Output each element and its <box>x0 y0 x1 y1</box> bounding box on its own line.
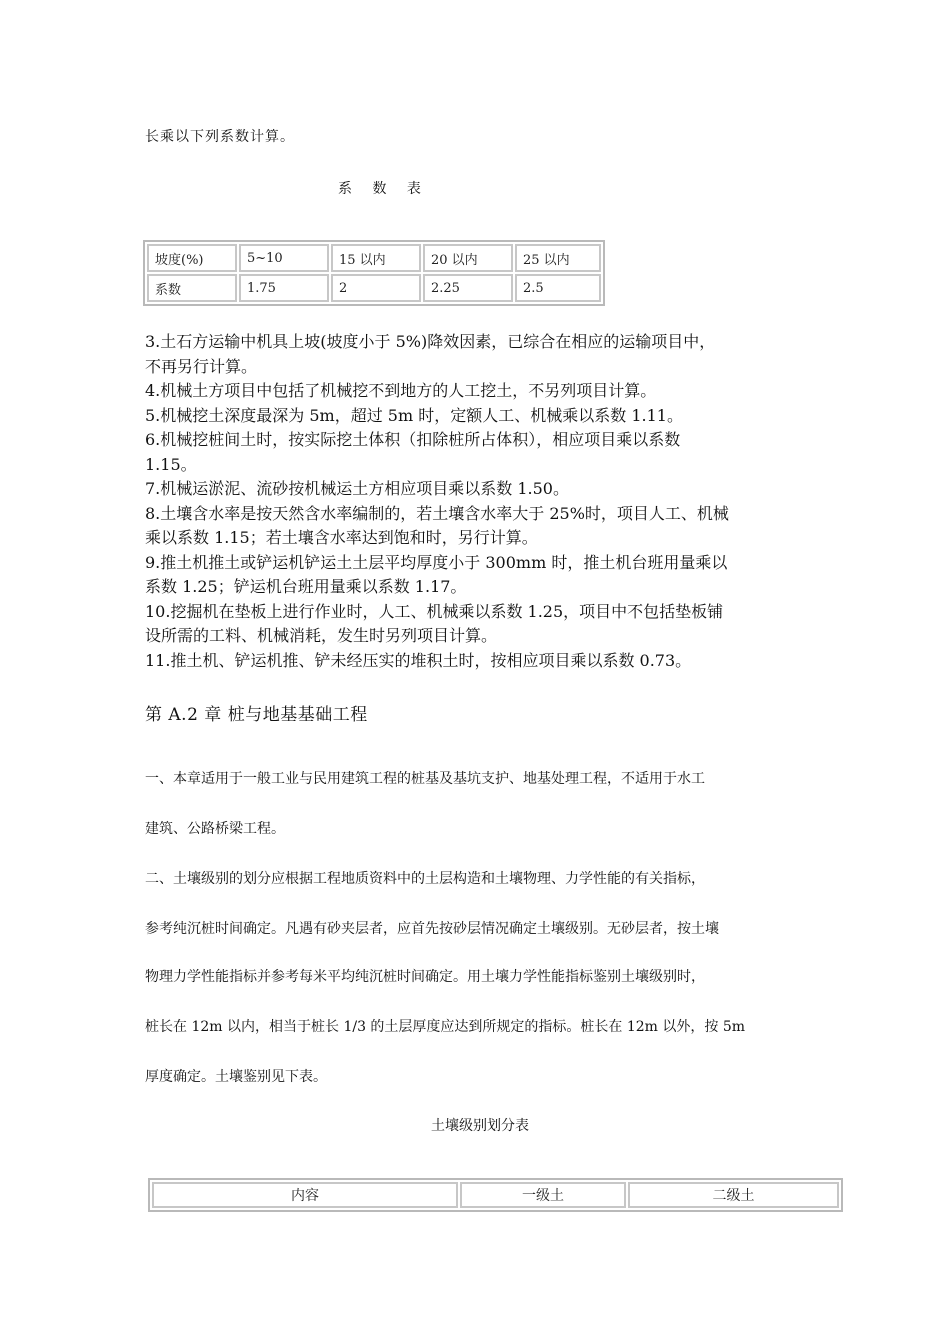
table-cell: 2.5 <box>515 274 601 302</box>
table-row <box>152 1182 839 1208</box>
paragraph-line: 二、土壤级别的划分应根据工程地质资料中的土层构造和土壤物理、力学性能的有关指标， <box>145 871 705 887</box>
note-line: 乘以系数 1.15；若土壤含水率达到饱和时，另行计算。 <box>145 528 538 547</box>
chapter-title: 第 A.2 章 桩与地基基础工程 <box>145 705 368 725</box>
intro-line: 长乘以下列系数计算。 <box>145 129 295 145</box>
soil-table-title: 土壤级别划分表 <box>431 1118 529 1134</box>
note-line: 11.推土机、铲运机推、铲未经压实的堆积土时，按相应项目乘以系数 0.73。 <box>145 650 692 670</box>
note-line: 7.机械运淤泥、流砂按机械运土方相应项目乘以系数 1.50。 <box>145 479 569 498</box>
note-line: 4.机械土方项目中包括了机械挖不到地方的人工挖土，不另列项目计算。 <box>145 381 657 400</box>
note-line: 6.机械挖桩间土时，按实际挖土体积（扣除桩所占体积），相应项目乘以系数 <box>145 430 681 449</box>
table-cell: 内容 <box>152 1182 458 1208</box>
paragraph-line: 建筑、公路桥梁工程。 <box>145 821 285 837</box>
note-line: 不再另行计算。 <box>145 356 258 376</box>
table-cell: 20 以内 <box>423 244 513 272</box>
coefficient-table-title: 系 数 表 <box>338 181 429 197</box>
paragraph-line: 参考纯沉桩时间确定。凡遇有砂夹层者，应首先按砂层情况确定土壤级别。无砂层者，按土壤 <box>145 921 719 937</box>
table-cell: 二级土 <box>628 1182 839 1208</box>
notes-list <box>145 330 810 673</box>
paragraph-line: 物理力学性能指标并参考每米平均纯沉桩时间确定。用土壤力学性能指标鉴别土壤级别时， <box>145 969 705 985</box>
note-line: 5.机械挖土深度最深为 5m，超过 5m 时，定额人工、机械乘以系数 1.11。 <box>145 405 683 425</box>
table-row <box>147 244 601 272</box>
note-line: 10.挖掘机在垫板上进行作业时，人工、机械乘以系数 1.25，项目中不包括垫板铺 <box>145 601 724 621</box>
table-cell: 系数 <box>147 274 237 302</box>
note-line: 8.土壤含水率是按天然含水率编制的，若土壤含水率大于 25%时，项目人工、机械 <box>145 503 729 523</box>
note-line: 系数 1.25；铲运机台班用量乘以系数 1.17。 <box>145 577 467 596</box>
note-line: 3.土石方运输中机具上坡(坡度小于 5%)降效因素，已综合在相应的运输项目中， <box>145 332 716 351</box>
table-cell: 5~10 <box>239 244 329 272</box>
paragraph-line: 桩长在 12m 以内，相当于桩长 1/3 的土层厚度应达到所规定的指标。桩长在 12m 以外，按 5m <box>145 1019 746 1035</box>
note-line: 1.15。 <box>145 454 197 474</box>
table-cell: 2.25 <box>423 274 513 302</box>
note-line: 9.推土机推土或铲运机铲运土土层平均厚度小于 300mm 时，推土机台班用量乘以 <box>145 552 728 572</box>
table-cell: 坡度(%) <box>147 244 237 272</box>
table-cell: 一级土 <box>460 1182 626 1208</box>
table-cell: 2 <box>331 274 421 302</box>
table-cell: 15 以内 <box>331 244 421 272</box>
soil-classification-table <box>148 1178 843 1212</box>
table-cell: 25 以内 <box>515 244 601 272</box>
coefficient-table <box>143 240 605 306</box>
table-cell: 1.75 <box>239 274 329 302</box>
table-row <box>147 274 601 302</box>
paragraph-line: 厚度确定。土壤鉴别见下表。 <box>145 1069 327 1085</box>
paragraph-line: 一、本章适用于一般工业与民用建筑工程的桩基及基坑支护、地基处理工程，不适用于水工 <box>145 771 705 787</box>
note-line: 设所需的工料、机械消耗，发生时另列项目计算。 <box>145 626 498 645</box>
